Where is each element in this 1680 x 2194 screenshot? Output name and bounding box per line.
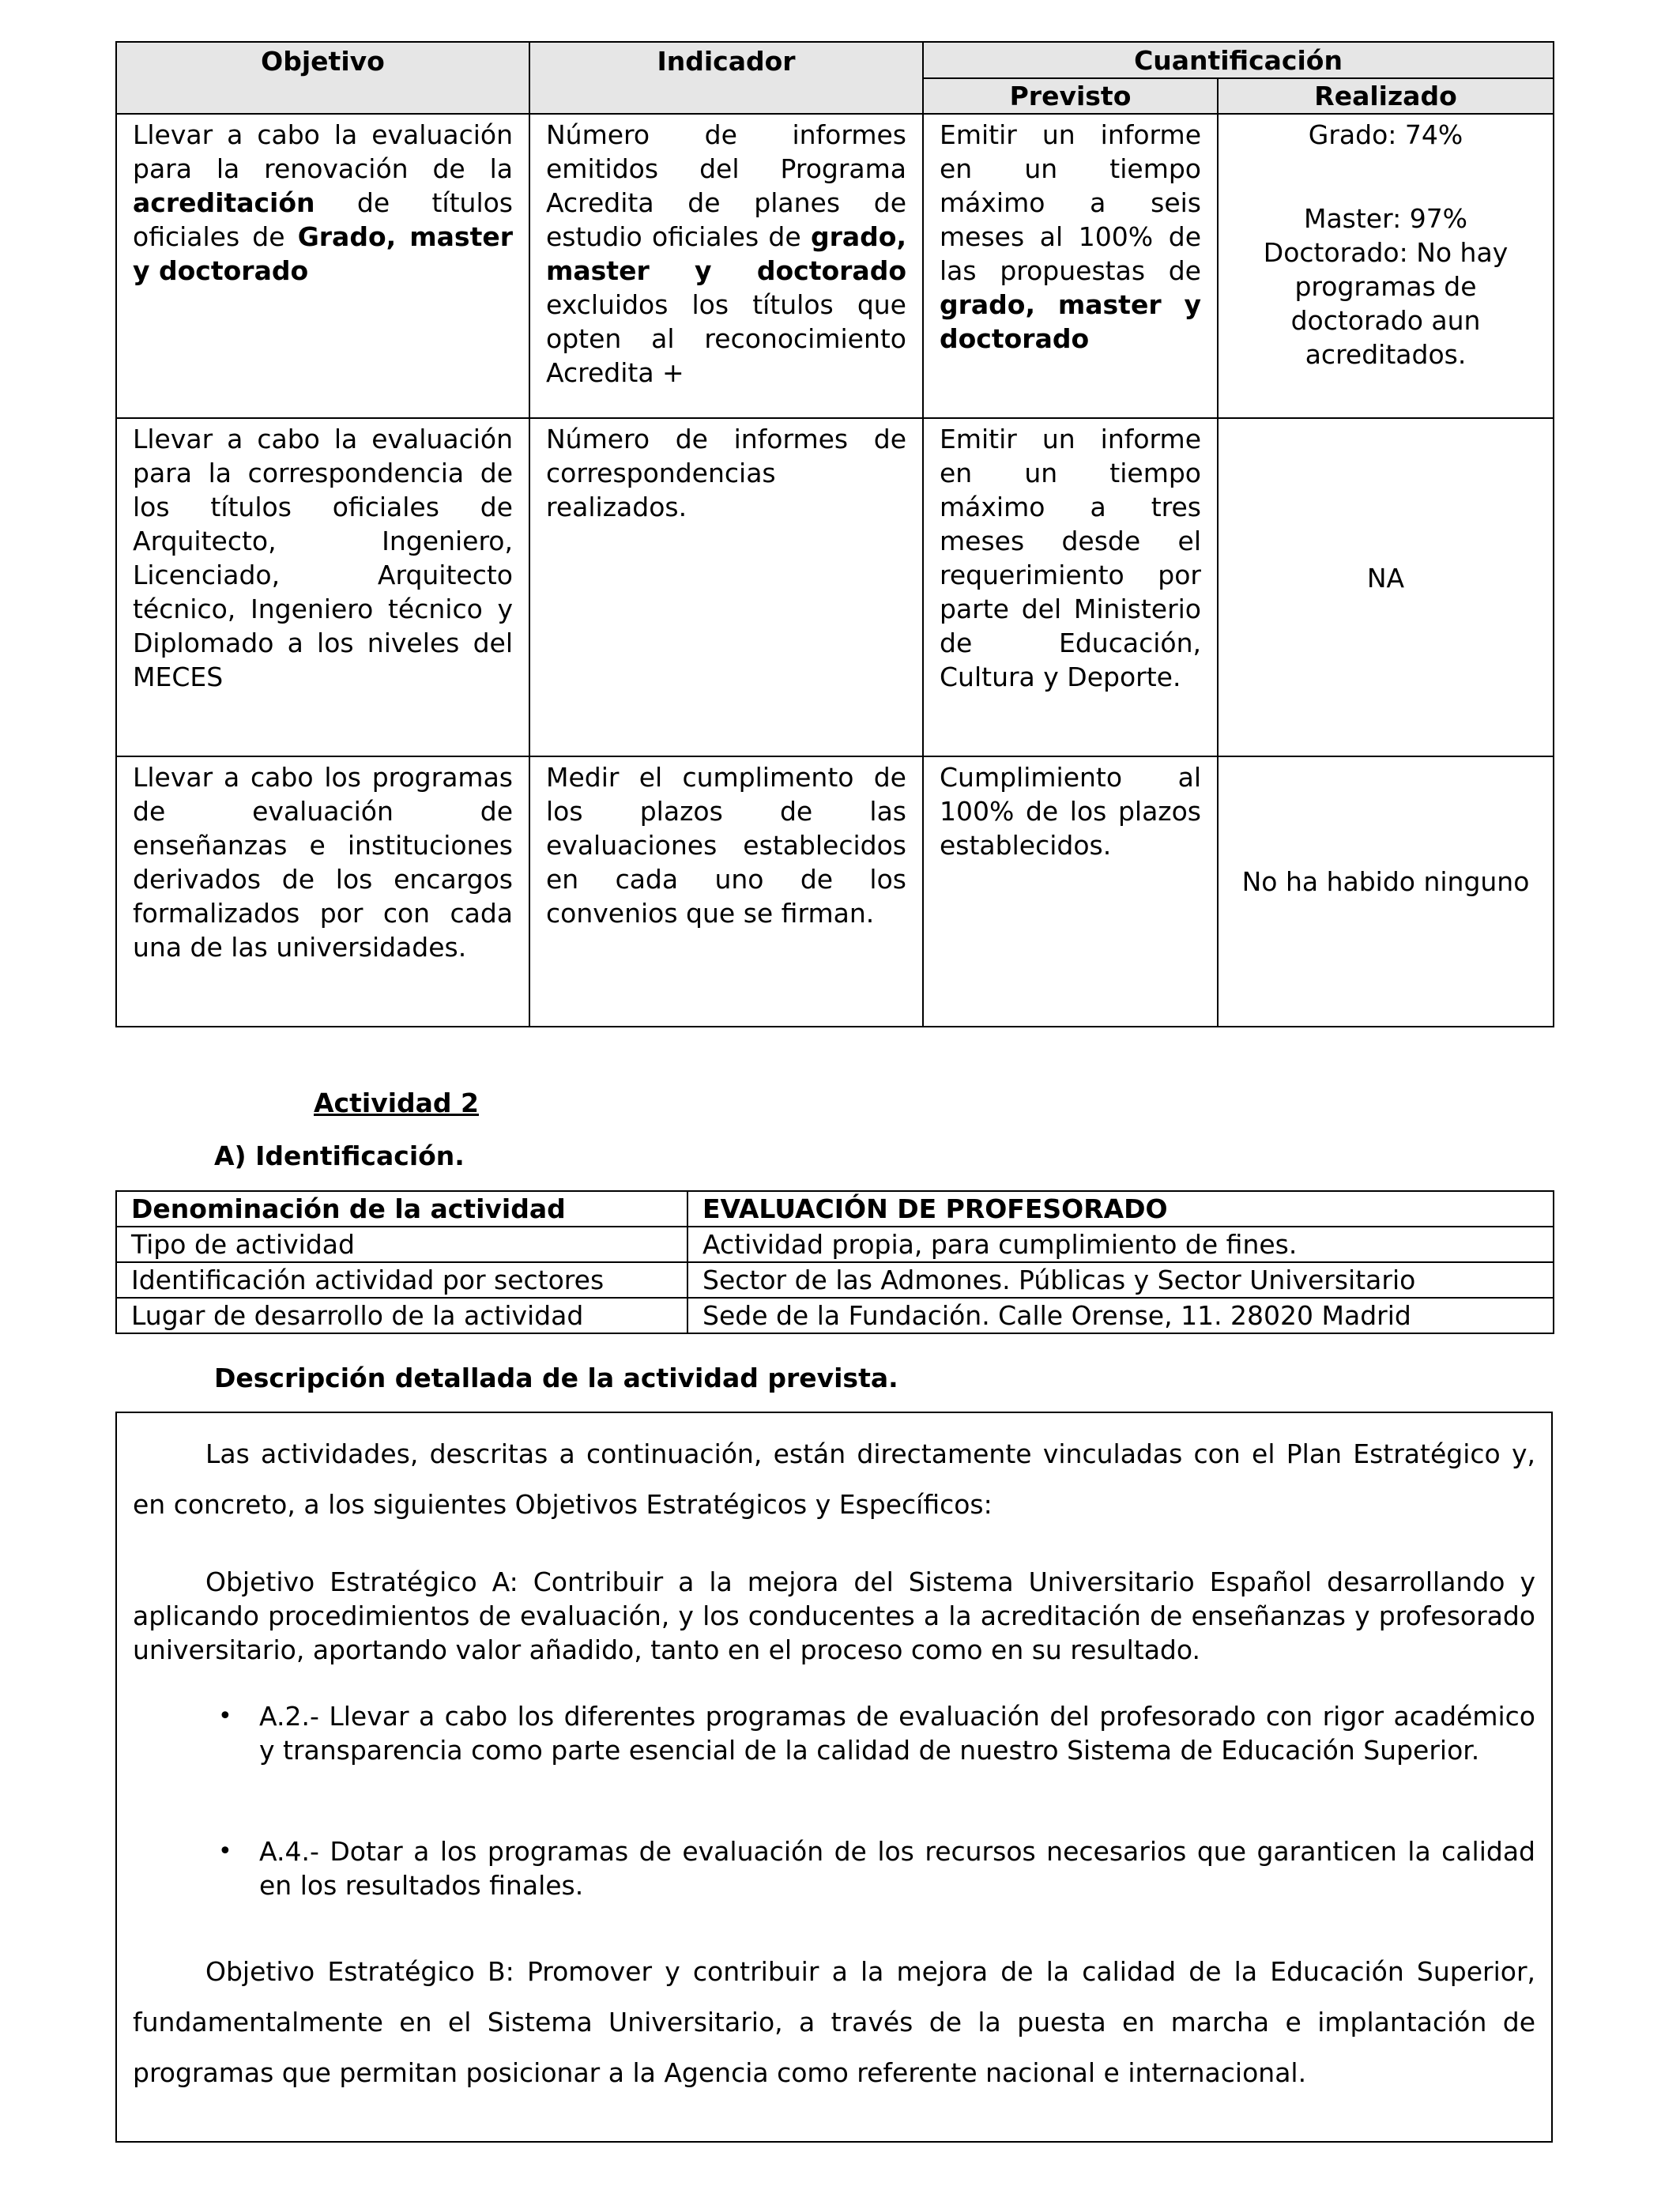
realizado-cell: Grado: 74% Master: 97% Doctorado: No hay programas de doctorado aun acreditados. [1218,114,1554,418]
objetivo-cell: Llevar a cabo los programas de evaluación de enseñanzas e instituciones derivados de los encargos formalizados por con cada una de las universidades. [116,756,529,1027]
row-value: Sector de las Admones. Públicas y Sector Universitario [687,1262,1554,1298]
description-box [115,1412,1553,2143]
table-row [116,1191,1554,1227]
header-previsto: Previsto [923,78,1218,114]
table-row [116,1227,1554,1262]
table-row [116,1298,1554,1333]
header-indicador: Indicador [529,42,923,114]
identification-table [115,1190,1554,1334]
objetivo-cell: Llevar a cabo la evaluación para la correspondencia de los títulos oficiales de Arquitecto, Ingeniero, Licenciado, Arquitecto técnico, Ingeniero técnico y Diplomado a los niveles del MECES [116,418,529,756]
indicador-cell: Medir el cumplimento de los plazos de las evaluaciones establecidos en cada uno de los convenios que se firman. [529,756,923,1027]
row-label: Identificación actividad por sectores [116,1262,687,1298]
activity-title: Actividad 2 [314,1088,479,1118]
intro-paragraph: Las actividades, descritas a continuación, están directamente vinculadas con el Plan Estratégico y, en concreto, a los siguientes Objetivos Estratégicos y Específicos: [133,1438,1535,1520]
objective-b-paragraph: Objetivo Estratégico B: Promover y contribuir a la mejora de la calidad de la Educación Superior, fundamentalmente en el Sistema Universitario, a través de la puesta en marcha e implantación de programas que permitan posicionar a la Agencia como referente nacional e internacional. [133,1956,1535,2088]
realizado-cell: NA [1218,418,1554,756]
bullet-text: A.4.- Dotar a los programas de evaluación de los recursos necesarios que garanticen la calidad en los resultados finales. [259,1836,1535,1901]
realizado-cell: No ha habido ninguno [1218,756,1554,1027]
objetivo-cell: Llevar a cabo la evaluación para la renovación de la acreditación de títulos oficiales de Grado, master y doctorado [116,114,529,418]
row-label: Denominación de la actividad [116,1191,687,1227]
header-realizado: Realizado [1218,78,1554,114]
header-objetivo: Objetivo [116,42,529,114]
header-cuantificacion: Cuantificación [923,42,1554,78]
bullet-text: A.2.- Llevar a cabo los diferentes programas de evaluación del profesorado con rigor académico y transparencia como parte esencial de la calidad de nuestro Sistema de Educación Superior. [259,1701,1535,1766]
table-row [116,756,1554,1027]
row-value: EVALUACIÓN DE PROFESORADO [687,1191,1554,1227]
objectives-table [115,41,1554,1027]
row-label: Lugar de desarrollo de la actividad [116,1298,687,1333]
table-row [116,418,1554,756]
row-value: Sede de la Fundación. Calle Orense, 11. 28020 Madrid [687,1298,1554,1333]
indicador-cell: Número de informes emitidos del Programa Acredita de planes de estudio oficiales de grado, master y doctorado excluidos los títulos que opten al reconocimiento Acredita + [529,114,923,418]
bullet-icon: • [218,1702,232,1730]
identification-heading: A) Identificación. [214,1140,465,1171]
previsto-cell: Emitir un informe en un tiempo máximo a seis meses al 100% de las propuestas de grado, master y doctorado [923,114,1218,418]
table-row [116,114,1554,418]
objective-a-paragraph: Objetivo Estratégico A: Contribuir a la mejora del Sistema Universitario Español desarrollando y aplicando procedimientos de evaluación, y los conducentes a la acreditación de enseñanzas y profesorado universitario, aportando valor añadido, tanto en el proceso como en su resultado. [133,1566,1535,1665]
bullet-icon: • [218,1838,232,1865]
row-value: Actividad propia, para cumplimiento de fines. [687,1227,1554,1262]
description-heading: Descripción detallada de la actividad prevista. [214,1363,898,1393]
indicador-cell: Número de informes de correspondencias realizados. [529,418,923,756]
row-label: Tipo de actividad [116,1227,687,1262]
previsto-cell: Emitir un informe en un tiempo máximo a tres meses desde el requerimiento por parte del Ministerio de Educación, Cultura y Deporte. [923,418,1218,756]
table-row [116,1262,1554,1298]
previsto-cell: Cumplimiento al 100% de los plazos establecidos. [923,756,1218,1027]
